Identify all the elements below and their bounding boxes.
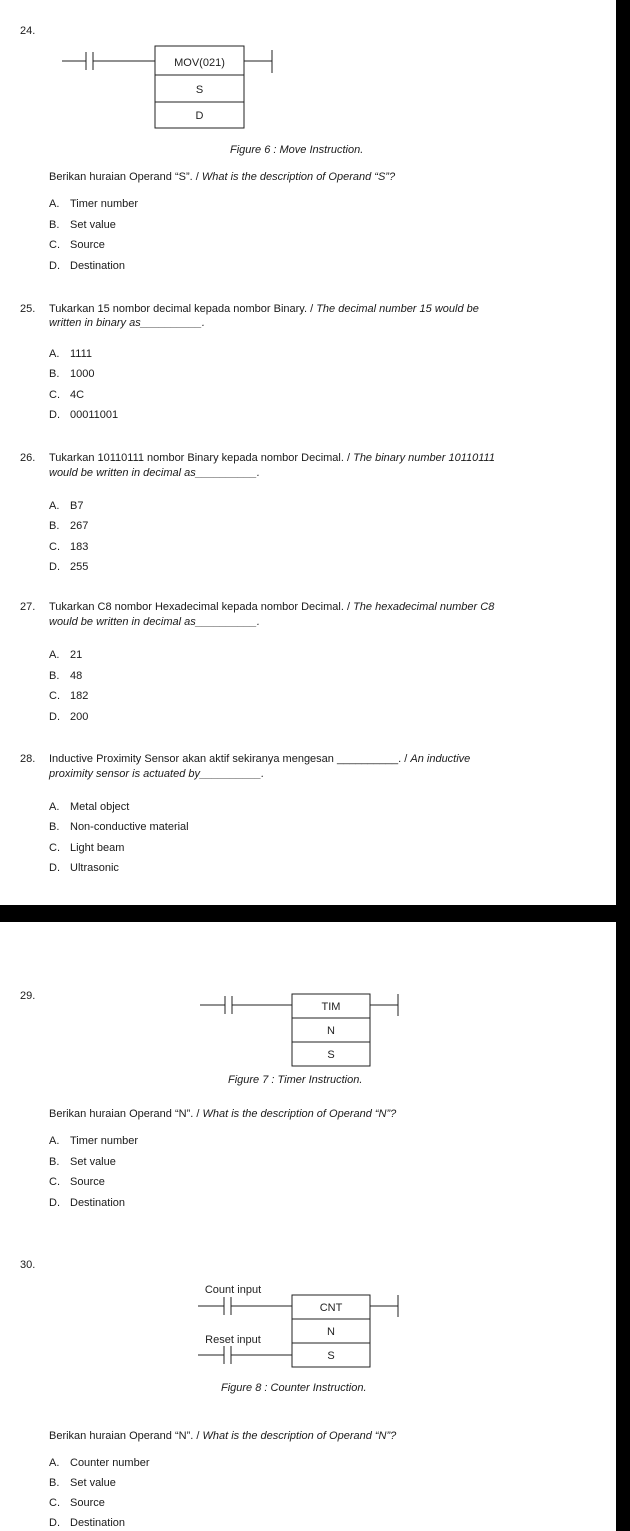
- q28-option-a: A. Metal object: [49, 801, 130, 813]
- reset-input-label: Reset input: [205, 1334, 261, 1346]
- q29-option-a: A. Timer number: [49, 1135, 139, 1147]
- q28-option-c: C. Light beam: [49, 842, 125, 854]
- mov-operand-s: S: [195, 84, 204, 96]
- question-28-number: 28.: [20, 753, 36, 765]
- q29-option-b: B. Set value: [49, 1156, 116, 1168]
- question-28-line-1: Inductive Proximity Sensor akan aktif sekiranya mengesan __________. / An inductive: [49, 753, 471, 765]
- q25-option-d: D. 00011001: [49, 409, 119, 421]
- cnt-title: CNT: [319, 1302, 343, 1314]
- cnt-operand-n: N: [327, 1326, 335, 1338]
- q30-option-a: A. Counter number: [49, 1457, 150, 1469]
- q29-option-d: D. Destination: [49, 1197, 126, 1209]
- question-26-line-1: Tukarkan 10110111 nombor Binary kepada nombor Decimal. / The binary number 10110111: [49, 452, 495, 464]
- mov-operand-d: D: [195, 110, 204, 122]
- q24-option-a: A. Timer number: [49, 198, 139, 210]
- question-24-text-ms: Berikan huraian Operand “S”. /: [49, 171, 202, 183]
- question-26-line-2: would be written in decimal as__________.: [49, 467, 260, 479]
- q28-option-d: D. Ultrasonic: [49, 862, 119, 874]
- q28-option-b: B. Non-conductive material: [49, 821, 189, 833]
- q24-option-c: C. Source: [49, 239, 105, 251]
- mov-title: MOV(021): [174, 57, 225, 69]
- figure-7-caption: Figure 7 : Timer Instruction.: [228, 1074, 363, 1086]
- question-29-number: 29.: [20, 990, 36, 1002]
- question-28-line-2: proximity sensor is actuated by__________.: [49, 768, 265, 780]
- question-25-line-2: written in binary as__________.: [49, 317, 205, 329]
- cnt-operand-s: S: [327, 1350, 335, 1362]
- question-25-number: 25.: [20, 303, 36, 315]
- q26-option-c: C. 183: [49, 541, 89, 553]
- exam-page-2: [0, 922, 616, 1531]
- q25-option-a: A. 1111: [49, 348, 93, 360]
- question-27-line-1: Tukarkan C8 nombor Hexadecimal kepada nombor Decimal. / The hexadecimal number C8: [49, 601, 495, 613]
- question-26-number: 26.: [20, 452, 36, 464]
- question-30-number: 30.: [20, 1259, 36, 1271]
- question-24-text-en: What is the description of Operand “S”?: [201, 171, 396, 183]
- q26-option-a: A. B7: [49, 500, 84, 512]
- q24-option-d: D. Destination: [49, 260, 126, 272]
- q30-option-b: B. Set value: [49, 1477, 116, 1489]
- figure-8-caption: Figure 8 : Counter Instruction.: [221, 1382, 367, 1394]
- q27-option-c: C. 182: [49, 690, 89, 702]
- q30-option-d: D. Destination: [49, 1517, 126, 1529]
- tim-operand-n: N: [327, 1025, 335, 1037]
- tim-operand-s: S: [327, 1049, 335, 1061]
- q26-option-d: D. 255: [49, 561, 89, 573]
- question-25-line-1: Tukarkan 15 nombor decimal kepada nombor Binary. / The decimal number 15 would be: [49, 303, 479, 315]
- question-30-text: Berikan huraian Operand “N”. / What is the description of Operand “N”?: [49, 1430, 397, 1442]
- question-24-number: 24.: [20, 25, 36, 37]
- q25-option-c: C. 4C: [49, 389, 85, 401]
- count-input-label: Count input: [204, 1284, 262, 1296]
- mov-instruction-diagram: [0, 0, 616, 140]
- q29-option-c: C. Source: [49, 1176, 105, 1188]
- q24-option-b: B. Set value: [49, 219, 116, 231]
- q30-option-c: C. Source: [49, 1497, 105, 1509]
- q27-option-a: A. 21: [49, 649, 83, 661]
- question-29-text: Berikan huraian Operand “N”. / What is the description of Operand “N”?: [49, 1108, 397, 1120]
- question-27-number: 27.: [20, 601, 36, 613]
- question-27-line-2: would be written in decimal as__________.: [49, 616, 260, 628]
- q27-option-d: D. 200: [49, 711, 89, 723]
- tim-title: TIM: [321, 1001, 341, 1013]
- q25-option-b: B. 1000: [49, 368, 95, 380]
- question-24-text: [49, 171, 395, 184]
- figure-6-caption: Figure 6 : Move Instruction.: [230, 144, 364, 156]
- counter-instruction-diagram: [0, 922, 616, 1382]
- q27-option-b: B. 48: [49, 670, 83, 682]
- q26-option-b: B. 267: [49, 520, 89, 532]
